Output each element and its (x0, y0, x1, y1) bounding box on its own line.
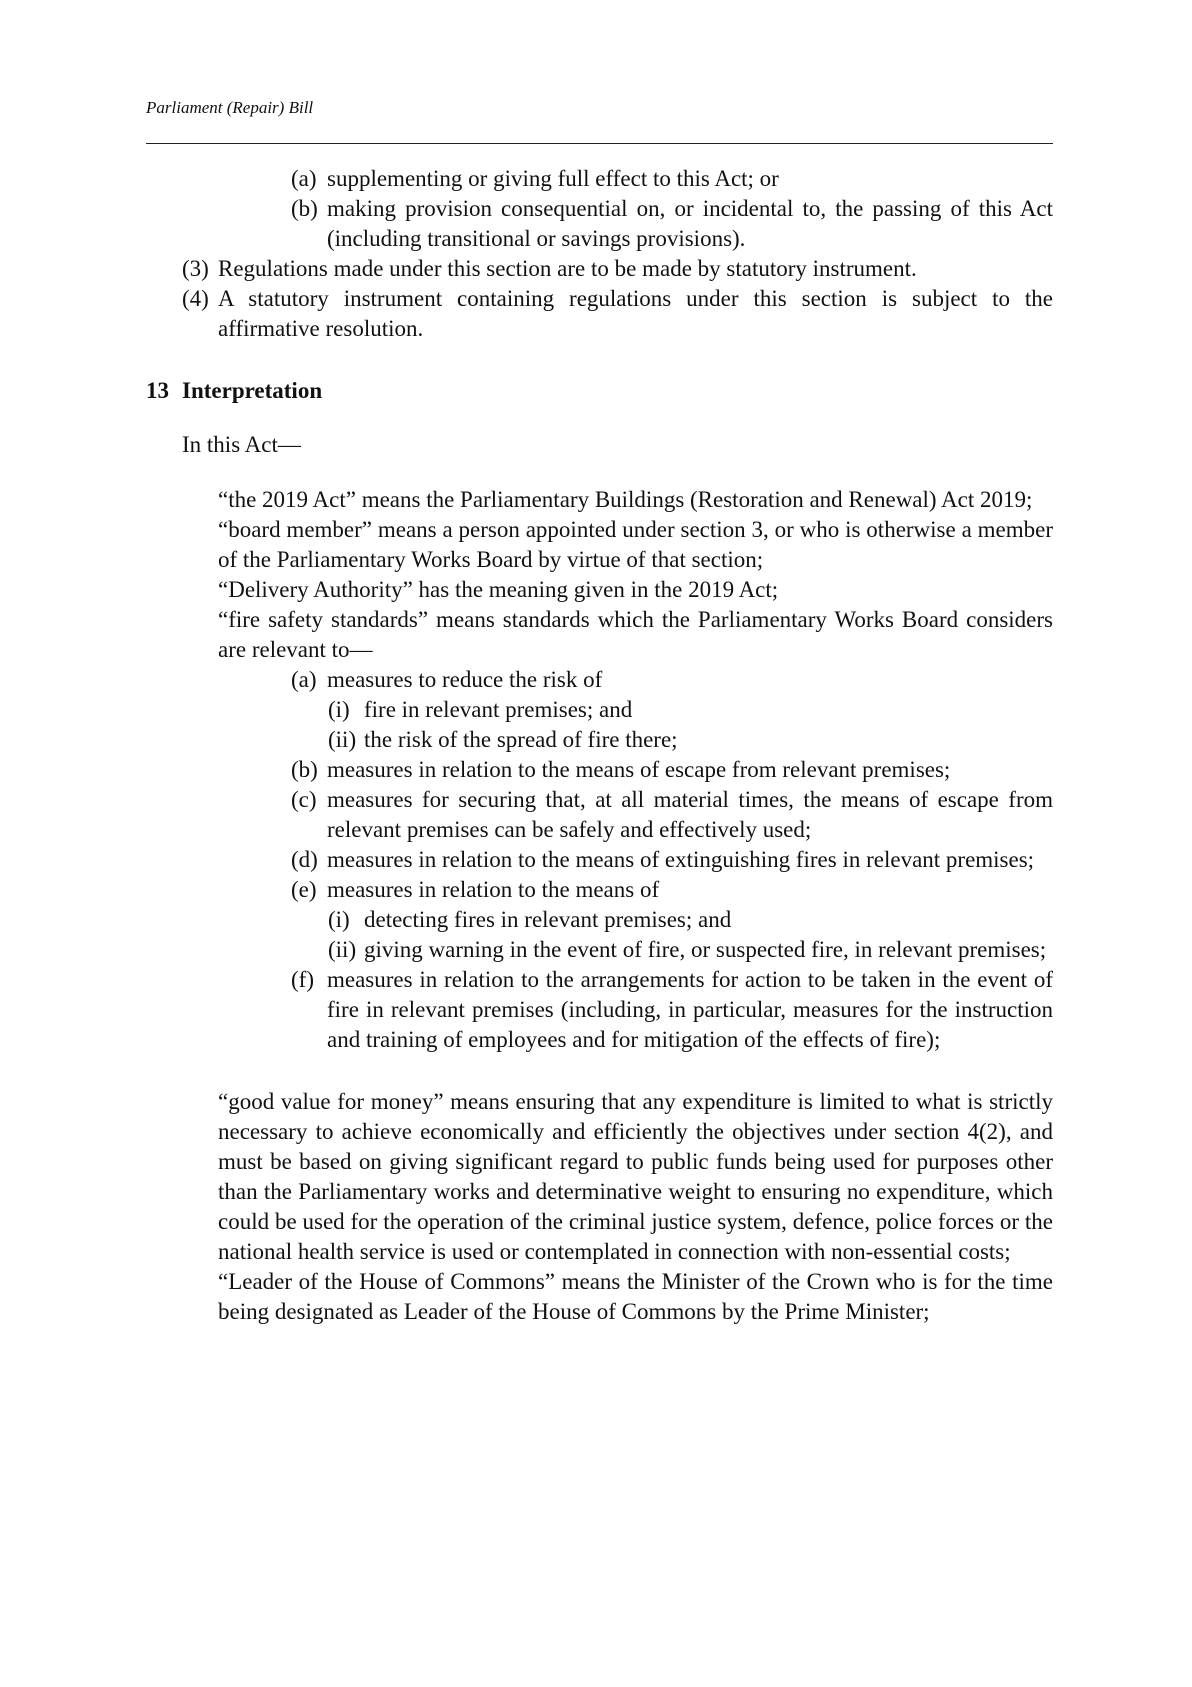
item-label: (ii) (328, 727, 357, 752)
item-text: detecting fires in relevant premises; and (364, 907, 732, 932)
subsection-text: Regulations made under this section are to be made by statutory instrument. (218, 256, 917, 281)
definition-leader-of-house: “Leader of the House of Commons” means the Minister of the Crown who is for the time being designated as Leader of the House of Commons by the Prime Minister; (218, 1269, 1053, 1324)
subsection-text: A statutory instrument containing regulations under this section is subject to the affirmative resolution. (218, 286, 1053, 341)
item-text: measures in relation to the means of (327, 877, 660, 902)
item-label: (f) (291, 967, 314, 992)
fire-item-a-i (328, 695, 1053, 725)
section-heading (146, 376, 1053, 406)
item-text: giving warning in the event of fire, or suspected fire, in relevant premises; (364, 937, 1047, 962)
section-number: 13 (146, 378, 169, 403)
paragraph-text: making provision consequential on, or incidental to, the passing of this Act (including transitional or savings provisions). (327, 196, 1053, 251)
definition-2019-act: “the 2019 Act” means the Parliamentary Buildings (Restoration and Renewal) Act 2019; (218, 487, 1033, 512)
running-header: Parliament (Repair) Bill (146, 98, 314, 117)
subsection-label: (4) (182, 286, 209, 311)
paragraph-label: (b) (291, 196, 318, 221)
section-title: Interpretation (182, 378, 323, 403)
paragraph-a (291, 164, 1053, 194)
item-text: fire in relevant premises; and (364, 697, 633, 722)
item-text: measures in relation to the arrangements for action to be taken in the event of fire in relevant premises (including, in particular, measures for the instruction and training of employees and for mitigation of the effects of fire); (327, 967, 1053, 1052)
item-label: (d) (291, 847, 318, 872)
subsection-label: (3) (182, 256, 209, 281)
item-label: (c) (291, 787, 317, 812)
item-label: (i) (328, 907, 350, 932)
header-rule (146, 143, 1053, 144)
item-text: the risk of the spread of fire there; (364, 727, 678, 752)
definition-delivery-authority: “Delivery Authority” has the meaning given in the 2019 Act; (218, 577, 779, 602)
item-text: measures in relation to the means of extinguishing fires in relevant premises; (327, 847, 1035, 872)
paragraph-b (291, 194, 1053, 254)
item-label: (e) (291, 877, 317, 902)
fire-item-f (291, 965, 1053, 1055)
definitions-list (218, 485, 1053, 665)
item-text: measures in relation to the means of escape from relevant premises; (327, 757, 951, 782)
definitions-list-continued (218, 1087, 1053, 1327)
fire-item-b (291, 755, 1053, 785)
fire-item-a (291, 665, 1053, 695)
paragraph-label: (a) (291, 166, 317, 191)
fire-item-c (291, 785, 1053, 845)
fire-item-a-ii (328, 725, 1053, 755)
paragraph-text: supplementing or giving full effect to this Act; or (327, 166, 779, 191)
document-body (146, 164, 1053, 1327)
section-intro: In this Act— (182, 432, 301, 457)
item-label: (b) (291, 757, 318, 782)
subsection-4 (182, 284, 1053, 344)
definition-fire-safety-standards: “fire safety standards” means standards which the Parliamentary Works Board considers are relevant to— (218, 607, 1053, 662)
definition-good-value-for-money: “good value for money” means ensuring that any expenditure is limited to what is strictly necessary to achieve economically and efficiently the objectives under section 4(2), and must be based on giving significant regard to public funds being used for purposes other than the Parliamentary works and determinative weight to ensuring no expenditure, which could be used for the operation of the criminal justice system, defence, police forces or the national health service is used or contemplated in connection with non-essential costs; (218, 1089, 1053, 1264)
item-text: measures to reduce the risk of (327, 667, 603, 692)
fire-item-e-ii (328, 935, 1053, 965)
fire-item-e (291, 875, 1053, 905)
subsection-3 (182, 254, 1053, 284)
item-label: (a) (291, 667, 317, 692)
fire-item-e-i (328, 905, 1053, 935)
fire-item-d (291, 845, 1053, 875)
item-text: measures for securing that, at all material times, the means of escape from relevant premises can be safely and effectively used; (327, 787, 1053, 842)
item-label: (ii) (328, 937, 357, 962)
definition-board-member: “board member” means a person appointed under section 3, or who is otherwise a member of the Parliamentary Works Board by virtue of that section; (218, 517, 1053, 572)
item-label: (i) (328, 697, 350, 722)
